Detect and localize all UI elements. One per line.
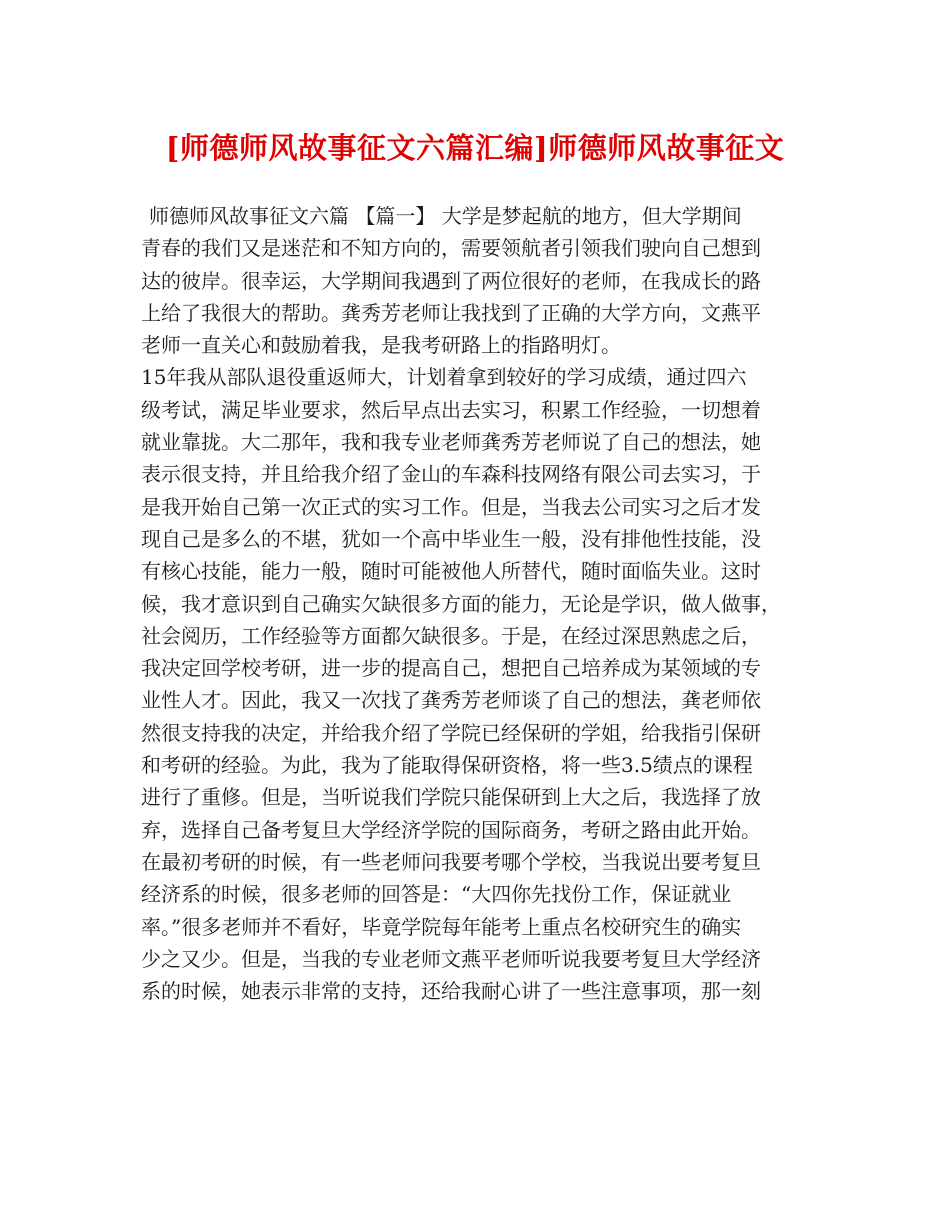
text-line: 率。”很多老师并不看好，毕竟学院每年能考上重点名校研究生的确实 <box>141 914 742 939</box>
text-line: 和考研的经验。为此，我为了能取得保研资格，将一些3.5绩点的课程 <box>141 753 753 778</box>
text-line: 级考试，满足毕业要求，然后早点出去实习，积累工作经验，一切想着 <box>141 397 761 422</box>
document-title: [师德师风故事征文六篇汇编]师德师风故事征文 <box>165 131 785 165</box>
text-line: 达的彼岸。很幸运，大学期间我遇到了两位很好的老师，在我成长的路 <box>141 268 761 293</box>
text-line: 青春的我们又是迷茫和不知方向的，需要领航者引领我们驶向自己想到 <box>141 236 761 261</box>
text-line: 表示很支持，并且给我介绍了金山的车森科技网络有限公司去实习，于 <box>141 462 761 487</box>
text-line: 15年我从部队退役重返师大，计划着拿到较好的学习成绩，通过四六 <box>141 365 747 390</box>
text-line: 是我开始自己第一次正式的实习工作。但是，当我去公司实习之后才发 <box>141 494 761 519</box>
text-line: 进行了重修。但是，当听说我们学院只能保研到上大之后，我选择了放 <box>141 785 761 810</box>
text-line: 老师一直关心和鼓励着我，是我考研路上的指路明灯。 <box>141 333 621 358</box>
text-line: 社会阅历，工作经验等方面都欠缺很多。于是，在经过深思熟虑之后， <box>141 623 761 648</box>
text-line: 在最初考研的时候，有一些老师问我要考哪个学校，当我说出要考复旦 <box>141 849 761 874</box>
text-line: 现自己是多么的不堪，犹如一个高中毕业生一般，没有排他性技能，没 <box>141 526 761 551</box>
text-line: 上给了我很大的帮助。龚秀芳老师让我找到了正确的大学方向，文燕平 <box>141 300 761 325</box>
text-line: 师德师风故事征文六篇 【篇一】 大学是梦起航的地方，但大学期间 <box>149 204 742 228</box>
text-line: 候，我才意识到自己确实欠缺很多方面的能力，无论是学识，做人做事， <box>141 591 781 616</box>
text-line: 然很支持我的决定，并给我介绍了学院已经保研的学姐，给我指引保研 <box>141 720 761 745</box>
text-line: 少之又少。但是，当我的专业老师文燕平老师听说我要考复旦大学经济 <box>141 946 761 971</box>
text-line: 就业靠拢。大二那年，我和我专业老师龚秀芳老师说了自己的想法，她 <box>141 430 761 455</box>
text-line: 我决定回学校考研，进一步的提高自己，想把自己培养成为某领域的专 <box>141 656 761 681</box>
text-line: 业性人才。因此，我又一次找了龚秀芳老师谈了自己的想法，龚老师依 <box>141 688 761 713</box>
text-line: 弃，选择自己备考复旦大学经济学院的国际商务，考研之路由此开始。 <box>141 817 761 842</box>
text-line: 系的时候，她表示非常的支持，还给我耐心讲了一些注意事项，那一刻 <box>141 979 761 1004</box>
document-body <box>141 200 823 1007</box>
text-line: 经济系的时候，很多老师的回答是：“大四你先找份工作，保证就业 <box>141 882 732 907</box>
text-line: 有核心技能，能力一般，随时可能被他人所替代，随时面临失业。这时 <box>141 559 761 584</box>
